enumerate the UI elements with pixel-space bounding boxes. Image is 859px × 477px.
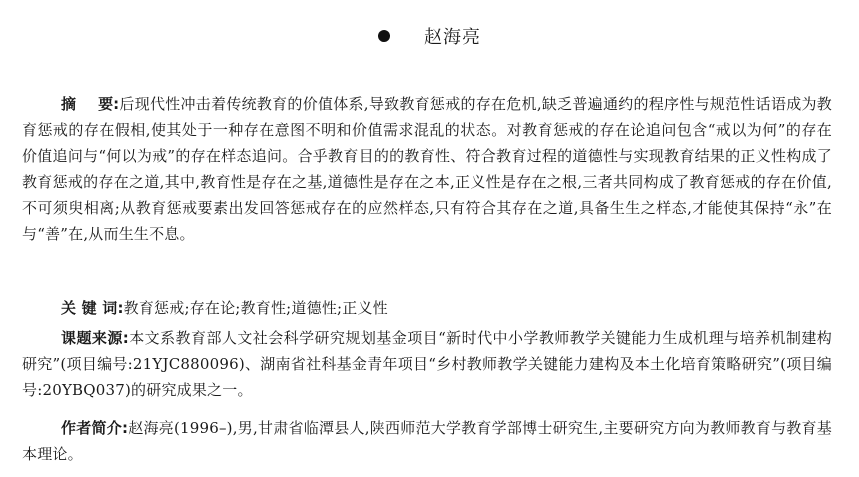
bullet-icon bbox=[378, 30, 390, 42]
fund-label: 课题来源 bbox=[61, 329, 123, 347]
bio-label-sep: : bbox=[121, 419, 129, 437]
abstract-paragraph bbox=[22, 91, 832, 247]
abstract-label-first: 摘 bbox=[61, 95, 99, 113]
fund-paragraph bbox=[22, 325, 832, 403]
abstract-text: 后现代性冲击着传统教育的价值体系,导致教育惩戒的存在危机,缺乏普遍通约的程序性与规范性话语成为教育惩戒的存在假相,使其处于一种存在意图不明和价值需求混乱的状态。对教育惩戒的存在论追问包含“戒以为何”的存在价值追问与“何以为戒”的存在样态追问。合乎教育目的的教育性、符合教育过程的道德性与实现教育结果的正义性构成了教育惩戒的存在之道,其中,教育性是存在之基,道德性是存在之本,正义性是存在之根,三者共同构成了教育惩戒的存在价值,不可须臾相离;从教育惩戒要素出发回答惩戒存在的应然样态,只有符合其存在之道,具备生生之样态,才能使其保持“永”在与“善”在,从而生生不息。 bbox=[22, 95, 832, 243]
author-name: 赵海亮 bbox=[424, 27, 481, 48]
bio-paragraph bbox=[22, 415, 832, 467]
keywords-label-sep: : bbox=[117, 299, 124, 317]
abstract-label-sep: : bbox=[113, 95, 120, 113]
author-line bbox=[0, 26, 859, 50]
abstract-label-last: 要 bbox=[98, 95, 114, 113]
bio-text: 赵海亮(1996–),男,甘肃省临潭县人,陕西师范大学教育学部博士研究生,主要研究方向为教师教育与教育基本理论。 bbox=[22, 419, 832, 463]
keywords-text: 教育惩戒;存在论;教育性;道德性;正义性 bbox=[123, 299, 388, 317]
fund-label-sep: : bbox=[122, 329, 129, 347]
keywords-label: 关 键 词 bbox=[61, 299, 118, 317]
keywords-paragraph bbox=[22, 295, 832, 321]
fund-text: 本文系教育部人文社会科学研究规划基金项目“新时代中小学教师教学关键能力生成机理与培养机制建构研究”(项目编号:21YJC880096)、湖南省社科基金青年项目“乡村教师教学关键能力建构及本土化培育策略研究”(项目编号:20YBQ037)的研究成果之一。 bbox=[22, 329, 832, 399]
bio-label: 作者简介 bbox=[61, 419, 122, 437]
